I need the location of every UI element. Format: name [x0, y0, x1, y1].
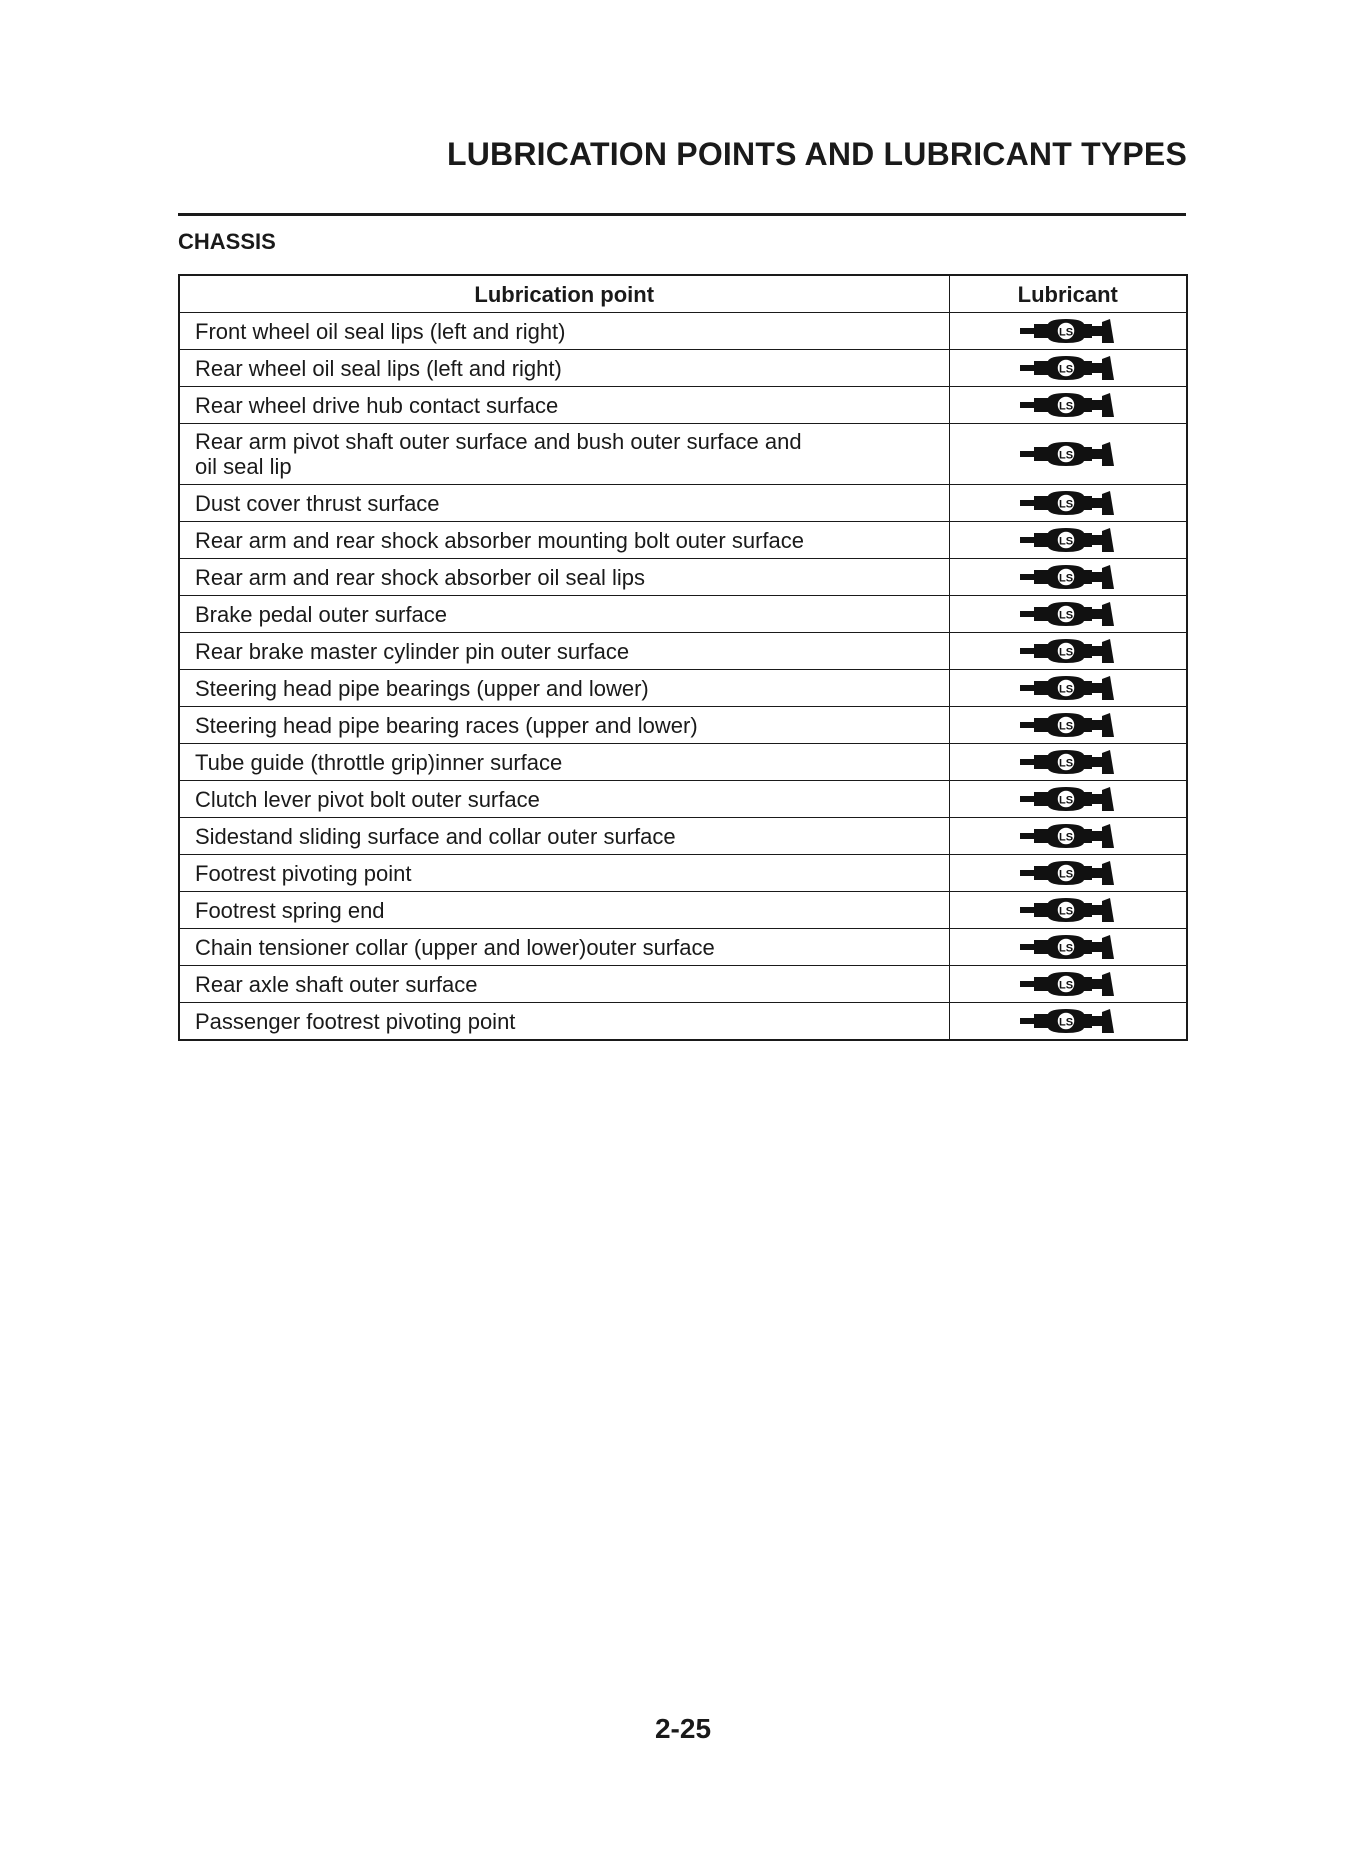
table-row: [179, 670, 1187, 707]
lubricant-cell: [949, 633, 1187, 670]
lubricant-icon-label: LS: [1058, 942, 1073, 955]
lithium-soap-grease-icon: [1020, 563, 1116, 591]
lubrication-point-text: Rear axle shaft outer surface: [195, 971, 478, 997]
table-row: [179, 855, 1187, 892]
lubrication-point-cell: [179, 818, 949, 855]
lubrication-point-cell: [179, 313, 949, 350]
table-row: [179, 966, 1187, 1003]
lubricant-icon-label: LS: [1058, 572, 1073, 585]
lubrication-table: [178, 274, 1188, 1041]
lubrication-point-cell: [179, 424, 949, 485]
lithium-soap-grease-icon: [1020, 822, 1116, 850]
lubrication-point-cell: [179, 855, 949, 892]
lubricant-cell: [949, 1003, 1187, 1041]
lithium-soap-grease-icon: [1020, 440, 1116, 468]
lubrication-point-text: Sidestand sliding surface and collar outer surface: [195, 823, 676, 849]
table-row: [179, 744, 1187, 781]
lubrication-point-text: Rear arm and rear shock absorber mounting bolt outer surface: [195, 527, 804, 553]
lithium-soap-grease-icon: [1020, 896, 1116, 924]
lubricant-cell: [949, 818, 1187, 855]
lubricant-icon-label: LS: [1058, 609, 1073, 622]
lubrication-point-cell: [179, 707, 949, 744]
lithium-soap-grease-icon: [1020, 1007, 1116, 1035]
lubrication-point-text: Front wheel oil seal lips (left and right): [195, 318, 566, 344]
lubrication-point-cell: [179, 781, 949, 818]
lubrication-point-text: Passenger footrest pivoting point: [195, 1008, 516, 1034]
lithium-soap-grease-icon: [1020, 354, 1116, 382]
lubricant-cell: [949, 707, 1187, 744]
lubricant-icon-label: LS: [1058, 498, 1073, 511]
lubrication-point-cell: [179, 559, 949, 596]
lubrication-point-text: Footrest spring end: [195, 897, 385, 923]
lithium-soap-grease-icon: [1020, 748, 1116, 776]
lubrication-point-text: Clutch lever pivot bolt outer surface: [195, 786, 540, 812]
lubricant-icon-label: LS: [1058, 326, 1073, 339]
lubrication-point-text: Rear brake master cylinder pin outer surface: [195, 638, 630, 664]
lubrication-point-text: Steering head pipe bearings (upper and lower): [195, 675, 649, 701]
column-header-lubricant: Lubricant: [949, 275, 1187, 313]
lubricant-icon-label: LS: [1058, 831, 1073, 844]
lubricant-cell: [949, 387, 1187, 424]
lithium-soap-grease-icon: [1020, 637, 1116, 665]
lubrication-point-text: Rear wheel oil seal lips (left and right): [195, 355, 562, 381]
lubrication-point-text: Tube guide (throttle grip)inner surface: [195, 749, 563, 775]
lubrication-point-text: Brake pedal outer surface: [195, 601, 447, 627]
table-header-row: [179, 275, 1187, 313]
lithium-soap-grease-icon: [1020, 600, 1116, 628]
lubricant-icon-label: LS: [1058, 363, 1073, 376]
table-row: [179, 892, 1187, 929]
table-row: [179, 522, 1187, 559]
table-row: [179, 387, 1187, 424]
lithium-soap-grease-icon: [1020, 391, 1116, 419]
lubrication-point-cell: [179, 892, 949, 929]
lubrication-point-text: Dust cover thrust surface: [195, 490, 440, 516]
lubricant-cell: [949, 781, 1187, 818]
lubricant-icon-label: LS: [1058, 449, 1073, 462]
lubricant-cell: [949, 596, 1187, 633]
lubrication-point-text: Rear arm pivot shaft outer surface and bush outer surface and: [195, 429, 802, 454]
lubricant-icon-label: LS: [1058, 535, 1073, 548]
lithium-soap-grease-icon: [1020, 933, 1116, 961]
lithium-soap-grease-icon: [1020, 859, 1116, 887]
lubrication-point-text-continued: oil seal lip: [195, 454, 292, 479]
lubricant-icon-label: LS: [1058, 979, 1073, 992]
table-row: [179, 313, 1187, 350]
table-row: [179, 781, 1187, 818]
lubrication-point-cell: [179, 670, 949, 707]
lubricant-icon-label: LS: [1058, 720, 1073, 733]
table-row: [179, 559, 1187, 596]
lubricant-icon-label: LS: [1058, 794, 1073, 807]
table-row: [179, 818, 1187, 855]
table-row: [179, 485, 1187, 522]
lubricant-icon-label: LS: [1058, 683, 1073, 696]
lubricant-cell: [949, 892, 1187, 929]
lubrication-point-cell: [179, 633, 949, 670]
lubricant-cell: [949, 350, 1187, 387]
lubrication-point-text: Chain tensioner collar (upper and lower)outer surface: [195, 934, 715, 960]
table-row: [179, 929, 1187, 966]
table-row: [179, 424, 1187, 485]
lubrication-point-cell: [179, 350, 949, 387]
lubricant-icon-label: LS: [1058, 868, 1073, 881]
lithium-soap-grease-icon: [1020, 711, 1116, 739]
lubricant-cell: [949, 522, 1187, 559]
lubrication-point-cell: [179, 966, 949, 1003]
lubrication-point-cell: [179, 744, 949, 781]
lubrication-point-cell: [179, 387, 949, 424]
lubricant-cell: [949, 559, 1187, 596]
lubricant-icon-label: LS: [1058, 646, 1073, 659]
lithium-soap-grease-icon: [1020, 489, 1116, 517]
table-row: [179, 633, 1187, 670]
lubricant-icon-label: LS: [1058, 400, 1073, 413]
table-row: [179, 350, 1187, 387]
lubricant-icon-label: LS: [1058, 905, 1073, 918]
lithium-soap-grease-icon: [1020, 674, 1116, 702]
table-row: [179, 596, 1187, 633]
lubrication-point-cell: [179, 1003, 949, 1041]
lithium-soap-grease-icon: [1020, 317, 1116, 345]
lubrication-point-cell: [179, 929, 949, 966]
lubricant-cell: [949, 966, 1187, 1003]
lubricant-cell: [949, 313, 1187, 350]
title-divider: [178, 213, 1186, 216]
page-number: 2-25: [654, 1713, 712, 1744]
lubricant-cell: [949, 485, 1187, 522]
page-title: LUBRICATION POINTS AND LUBRICANT TYPES: [446, 136, 1187, 172]
lubrication-point-cell: [179, 596, 949, 633]
table-row: [179, 707, 1187, 744]
lubrication-point-text: Rear wheel drive hub contact surface: [195, 392, 559, 418]
lubrication-point-text: Footrest pivoting point: [195, 860, 412, 886]
section-heading: CHASSIS: [178, 229, 276, 254]
lubricant-cell: [949, 929, 1187, 966]
lithium-soap-grease-icon: [1020, 970, 1116, 998]
lubrication-point-cell: [179, 485, 949, 522]
lubricant-cell: [949, 670, 1187, 707]
lubricant-cell: [949, 855, 1187, 892]
lubricant-cell: [949, 424, 1187, 485]
column-header-lubrication-point: Lubrication point: [179, 275, 949, 313]
lubrication-point-text: Steering head pipe bearing races (upper and lower): [195, 712, 698, 738]
lubricant-cell: [949, 744, 1187, 781]
lithium-soap-grease-icon: [1020, 526, 1116, 554]
table-body: [179, 313, 1187, 1041]
lubrication-point-cell: [179, 522, 949, 559]
table-row: [179, 1003, 1187, 1041]
lithium-soap-grease-icon: [1020, 785, 1116, 813]
lubricant-icon-label: LS: [1058, 1016, 1073, 1029]
lubricant-icon-label: LS: [1058, 757, 1073, 770]
lubrication-point-text: Rear arm and rear shock absorber oil seal lips: [195, 564, 645, 590]
